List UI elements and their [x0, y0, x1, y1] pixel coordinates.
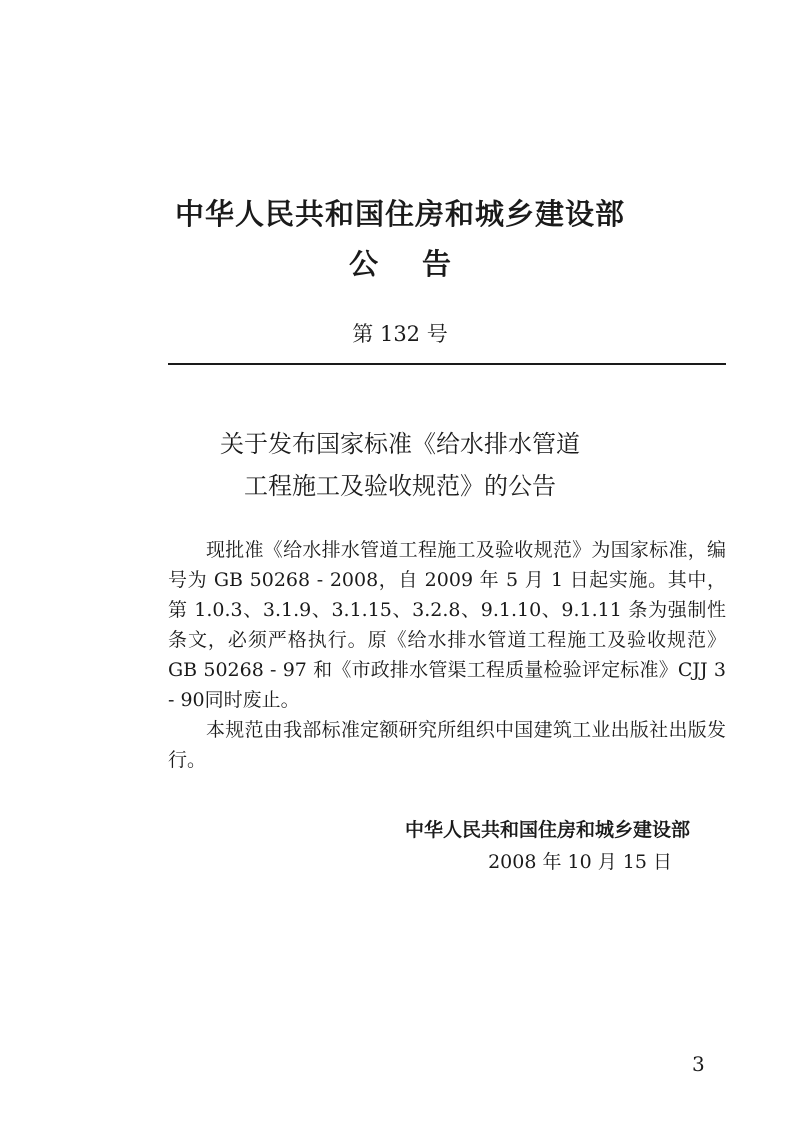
body-paragraph-1: 现批准《给水排水管道工程施工及验收规范》为国家标准，编号为 GB 50268 - 2008，自 2009 年 5 月 1 日起实施。其中，第 1.0.3、3.1.9、3.1.15、3.2.8、9.1.10、9.1.11 条为强制性条文，必须严格执行。原《给水排水管道工程施工及验收规范》GB 50268 - 97 和《市政排水管渠工程质量检验评定标准》CJJ 3 - 90同时废止。	[168, 539, 726, 711]
signature-date: 2008 年 10 月 15 日	[488, 851, 672, 873]
signature-organization: 中华人民共和国住房和城乡建设部	[404, 819, 690, 841]
notice-number: 第 132 号	[352, 322, 448, 346]
body-paragraph-2: 本规范由我部标准定额研究所组织中国建筑工业出版社出版发行。	[168, 719, 726, 771]
notice-subject	[0, 423, 800, 507]
subject-line-1: 关于发布国家标准《给水排水管道	[220, 430, 580, 458]
signature-block	[405, 815, 690, 877]
header-divider	[168, 363, 726, 365]
notice-title: 公告	[348, 247, 495, 281]
subject-line-2: 工程施工及验收规范》的公告	[244, 472, 556, 500]
ministry-name: 中华人民共和国住房和城乡建设部	[174, 197, 625, 231]
page-number: 3	[692, 1052, 705, 1076]
notice-body	[168, 535, 726, 775]
